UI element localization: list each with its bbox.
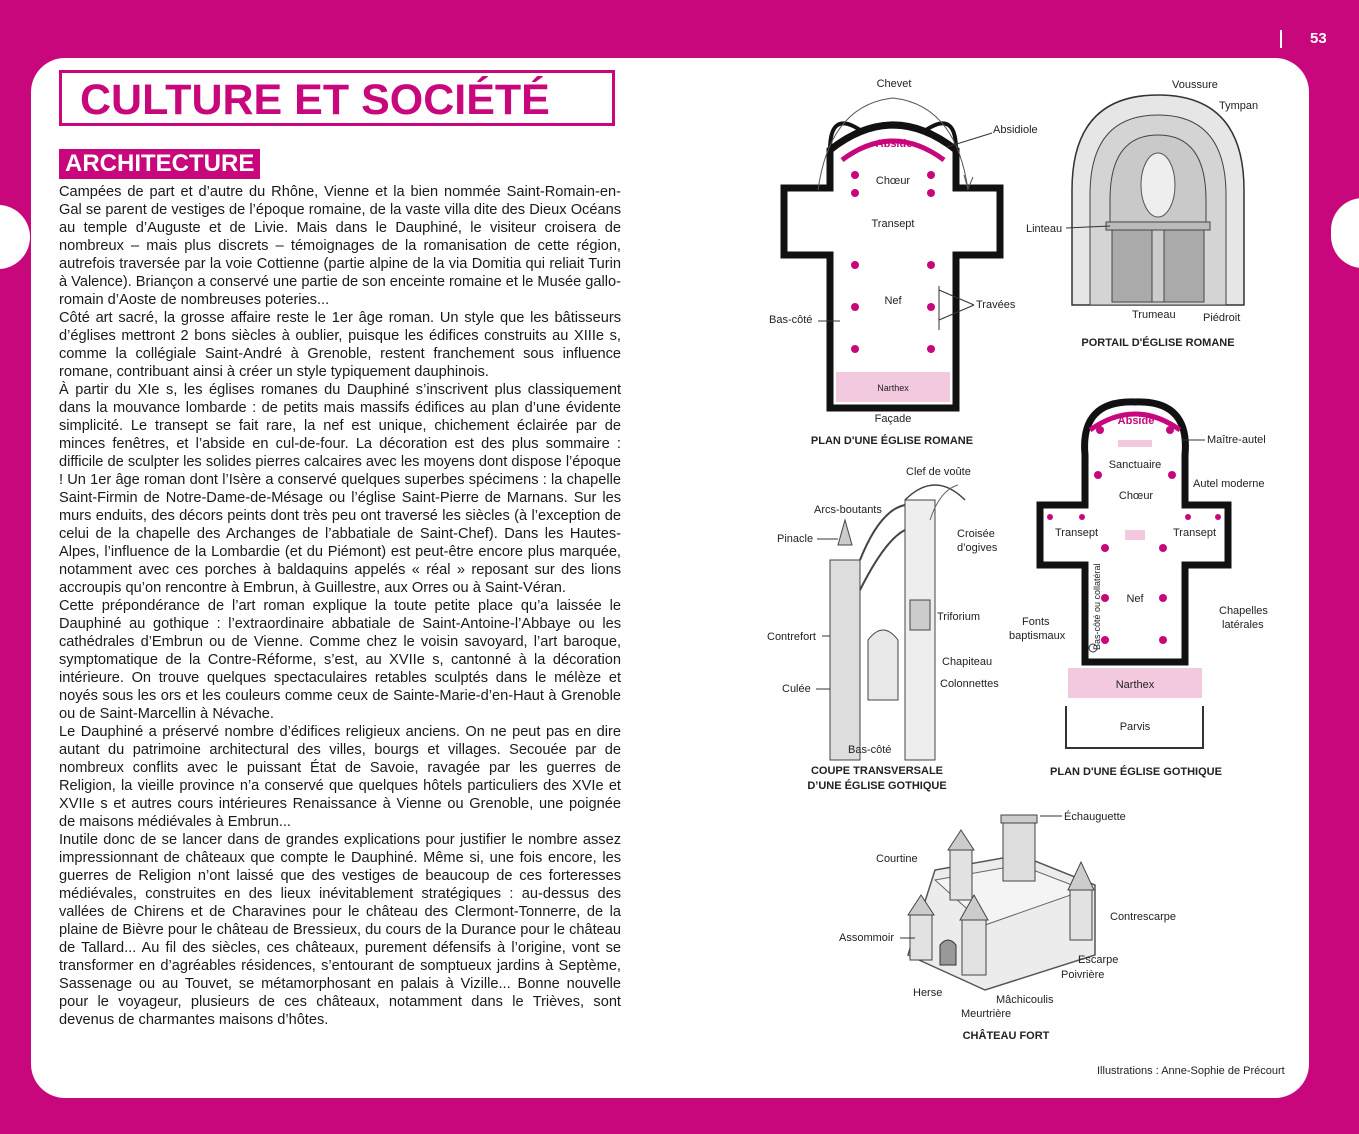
romanesque-portal-diagram xyxy=(1026,79,1258,349)
label-meurtriere: Meurtrière xyxy=(961,1008,1012,1020)
label-baptismaux: baptismaux xyxy=(1009,630,1066,642)
label-collateral: Bas-côté ou collatéral xyxy=(1092,563,1102,650)
paragraph: Inutile donc de se lancer dans de grandes explications pour justifier le nombre assez impressionnant de châteaux que compte le Dauphiné. Même si, une fois encore, les guerres de Religion n’ont laissé que des vestiges de beaucoup de ces forteresses médiévales, construites en des lieux inévitablement stratégiques : au-dessus des vallées de Chirens et de Charavines pour le château des Clermont-Tonnerre, de la plaine de Bièvre pour le château de Bressieux, du cours de la Durance pour le château de Tallard... Au fil des siècles, ces châteaux, purement défensifs à l’origine, vont se transformer en d’agréables résidences, s’entourant de somptueux jardins à Septème, Sassenage ou au Touvet, se métamorphosant en palais à Vizille... Bonne nouvelle pour le voyageur, plusieurs de ces châteaux, notamment dans le Trièves, sont devenus de charmantes maisons d’hôtes. xyxy=(59,832,621,1028)
label-facade: Façade xyxy=(874,413,912,425)
label-narthex: Narthex xyxy=(877,383,909,393)
romanesque-plan-diagram xyxy=(769,78,1038,447)
label-choeur: Chœur xyxy=(1118,490,1154,502)
label-bas-cote: Bas-côté xyxy=(848,744,892,756)
label-croisee: Croisée xyxy=(957,528,995,540)
label-triforium: Triforium xyxy=(937,611,980,623)
label-echauguette: Échauguette xyxy=(1064,811,1126,823)
label-laterales: latérales xyxy=(1222,619,1264,631)
illustration-credit: Illustrations : Anne-Sophie de Précourt xyxy=(1097,1065,1285,1077)
paragraph: Le Dauphiné a préservé nombre d’édifices religieux anciens. On ne peut pas en dire autant du patrimoine architectural des villes, bourgs et villages. Secouée par de nombreux conflits avec le puissant État de Savoie, ravagée par les guerres de Religion, la vieille province n’a conservé que quelques hôtels particuliers des XVIe et XVIIe s et autres cours intérieures Renaissance à Vienne ou Grenoble, une poignée de maisons médiévales à Embrun... xyxy=(59,724,621,830)
label-pinacle: Pinacle xyxy=(777,533,814,545)
label-arcs-boutants: Arcs-boutants xyxy=(814,504,882,516)
gothic-plan-diagram xyxy=(1009,402,1268,778)
label-contrescarpe: Contrescarpe xyxy=(1110,911,1177,923)
caption-gothic-plan: PLAN D'UNE ÉGLISE GOTHIQUE xyxy=(1050,766,1222,778)
label-transept-right: Transept xyxy=(1173,527,1217,539)
label-colonnettes: Colonnettes xyxy=(940,678,999,690)
label-poivriere: Poivrière xyxy=(1061,969,1105,981)
label-assommoir: Assommoir xyxy=(839,932,895,944)
label-abside: Abside xyxy=(1117,415,1155,427)
label-absidiole: Absidiole xyxy=(993,124,1038,136)
label-voussure: Voussure xyxy=(1172,79,1218,91)
caption-section-1: COUPE TRANSVERSALE xyxy=(810,765,944,777)
caption-portal: PORTAIL D'ÉGLISE ROMANE xyxy=(1081,337,1235,349)
label-sanctuaire: Sanctuaire xyxy=(1108,459,1162,471)
page-title: CULTURE ET SOCIÉTÉ xyxy=(59,70,615,126)
label-maitre-autel: Maître-autel xyxy=(1207,434,1266,446)
label-culee: Culée xyxy=(782,683,811,695)
castle-diagram xyxy=(839,810,1176,1042)
label-clef-de-voute: Clef de voûte xyxy=(906,466,971,478)
label-chapelles: Chapelles xyxy=(1219,605,1268,617)
label-fonts: Fonts xyxy=(1022,616,1050,628)
label-abside: Abside xyxy=(875,138,913,150)
caption-section-2: D’UNE ÉGLISE GOTHIQUE xyxy=(807,780,947,792)
label-nef: Nef xyxy=(1126,593,1144,605)
gothic-section-diagram xyxy=(767,466,999,792)
page-number: 53 xyxy=(1310,30,1327,47)
label-transept: Transept xyxy=(871,218,915,230)
label-machicoulis: Mâchicoulis xyxy=(996,994,1054,1006)
label-courtine: Courtine xyxy=(876,853,918,865)
section-title: ARCHITECTURE xyxy=(59,149,260,179)
paragraph: Côté art sacré, la grosse affaire reste le 1er âge roman. Un style que les bâtisseurs d’églises mettront 2 bons siècles à oublier, puisque les édifices construits au XIIIe s, comme la collégiale Saint-André à Grenoble, restent franchement sous influence romane, contribuant ainsi à créer un style typiquement dauphinois. xyxy=(59,310,621,380)
label-narthex: Narthex xyxy=(1115,679,1155,691)
label-transept-left: Transept xyxy=(1055,527,1099,539)
label-nef: Nef xyxy=(884,295,902,307)
label-bas-cote: Bas-côté xyxy=(769,314,813,326)
caption-romanesque-plan: PLAN D'UNE ÉGLISE ROMANE xyxy=(810,435,974,447)
label-croisee-ogives: d’ogives xyxy=(957,542,998,554)
label-trumeau: Trumeau xyxy=(1132,309,1176,321)
label-chevet: Chevet xyxy=(876,78,912,90)
label-chapiteau: Chapiteau xyxy=(942,656,993,668)
caption-castle: CHÂTEAU FORT xyxy=(962,1030,1050,1042)
paragraph: Campées de part et d’autre du Rhône, Vienne et la bien nommée Saint-Romain-en-Gal se parent de vestiges de l’époque romaine, de la vaste villa dite des Dieux Océans au temple d’Auguste et de Livie. Mais dans le Dauphiné, le visiteur croisera de nombreux – mais plus discrets – témoignages de la romanisation de cette région, autrefois traversée par la voie Cottienne (partie alpine de la via Domitia qui reliait Turin à Valence). Briançon a conservé une partie de son enceinte romaine et le Musée gallo-romain d’Aoste de nombreuses poteries... xyxy=(59,184,621,308)
label-herse: Herse xyxy=(913,987,943,999)
paragraph: Cette prépondérance de l’art roman explique la toute petite place qu’a laissée le Dauphiné au gothique : l’extraordinaire abbatiale de Saint-Antoine-l’Abbaye ou les cathédrales d’Embrun ou de Vienne. Comme chez le voisin savoyard, l’art baroque, symptomatique de la Contre-Réforme, s’est, au XVIIe s, cantonné à la décoration intérieure. On trouve quelques spectaculaires retables sculptés dans le mélèze et noyés sous les ors et les couleurs comme ceux de Sainte-Marie-d’en-Haut à Grenoble ou de Saint-Marcellin à Névache. xyxy=(59,598,621,722)
label-piedroit: Piédroit xyxy=(1203,312,1241,324)
label-tympan: Tympan xyxy=(1219,100,1259,112)
label-escarpe: Escarpe xyxy=(1078,954,1119,966)
label-autel-moderne: Autel moderne xyxy=(1193,478,1265,490)
label-linteau: Linteau xyxy=(1026,223,1063,235)
label-choeur: Chœur xyxy=(875,175,911,187)
paragraph: À partir du XIe s, les églises romanes du Dauphiné s’inscrivent plus classiquement dans la mouvance lombarde : de petits mais massifs édifices au plan d’une évidente simplicité. Le transept se fait rare, la nef est unique, chichement éclairée par de minces fenêtres, et l’abside en cul-de-four. La décoration est des plus sommaire : difficile de sculpter les solides pierres calcaires avec les moyens dont dispose l’époque ! Un 1er âge roman dont l’Isère a conservé quelques superbes spécimens : la chapelle Saint-Firmin de Notre-Dame-de-Mésage ou l’église Saint-Pierre de Marnans. Sur les murs enduits, des décors peints dont très peu ont traversé les siècles (à l’exception de celui de la chapelle des Archanges de l’abbatiale de Saint-Chef). Dans les Hautes-Alpes, l’influence de la Lombardie (et du Piémont) est peut-être encore plus marquée, notamment avec ces porches à baldaquins appelés « réal » reposant sur des lions accroupis qu’on rencontre à Embrun, à Guillestre, aux Orres ou à Saint-Véran. xyxy=(59,382,621,596)
label-travees: Travées xyxy=(976,299,1016,311)
label-contrefort: Contrefort xyxy=(767,631,816,643)
label-parvis: Parvis xyxy=(1119,721,1151,733)
